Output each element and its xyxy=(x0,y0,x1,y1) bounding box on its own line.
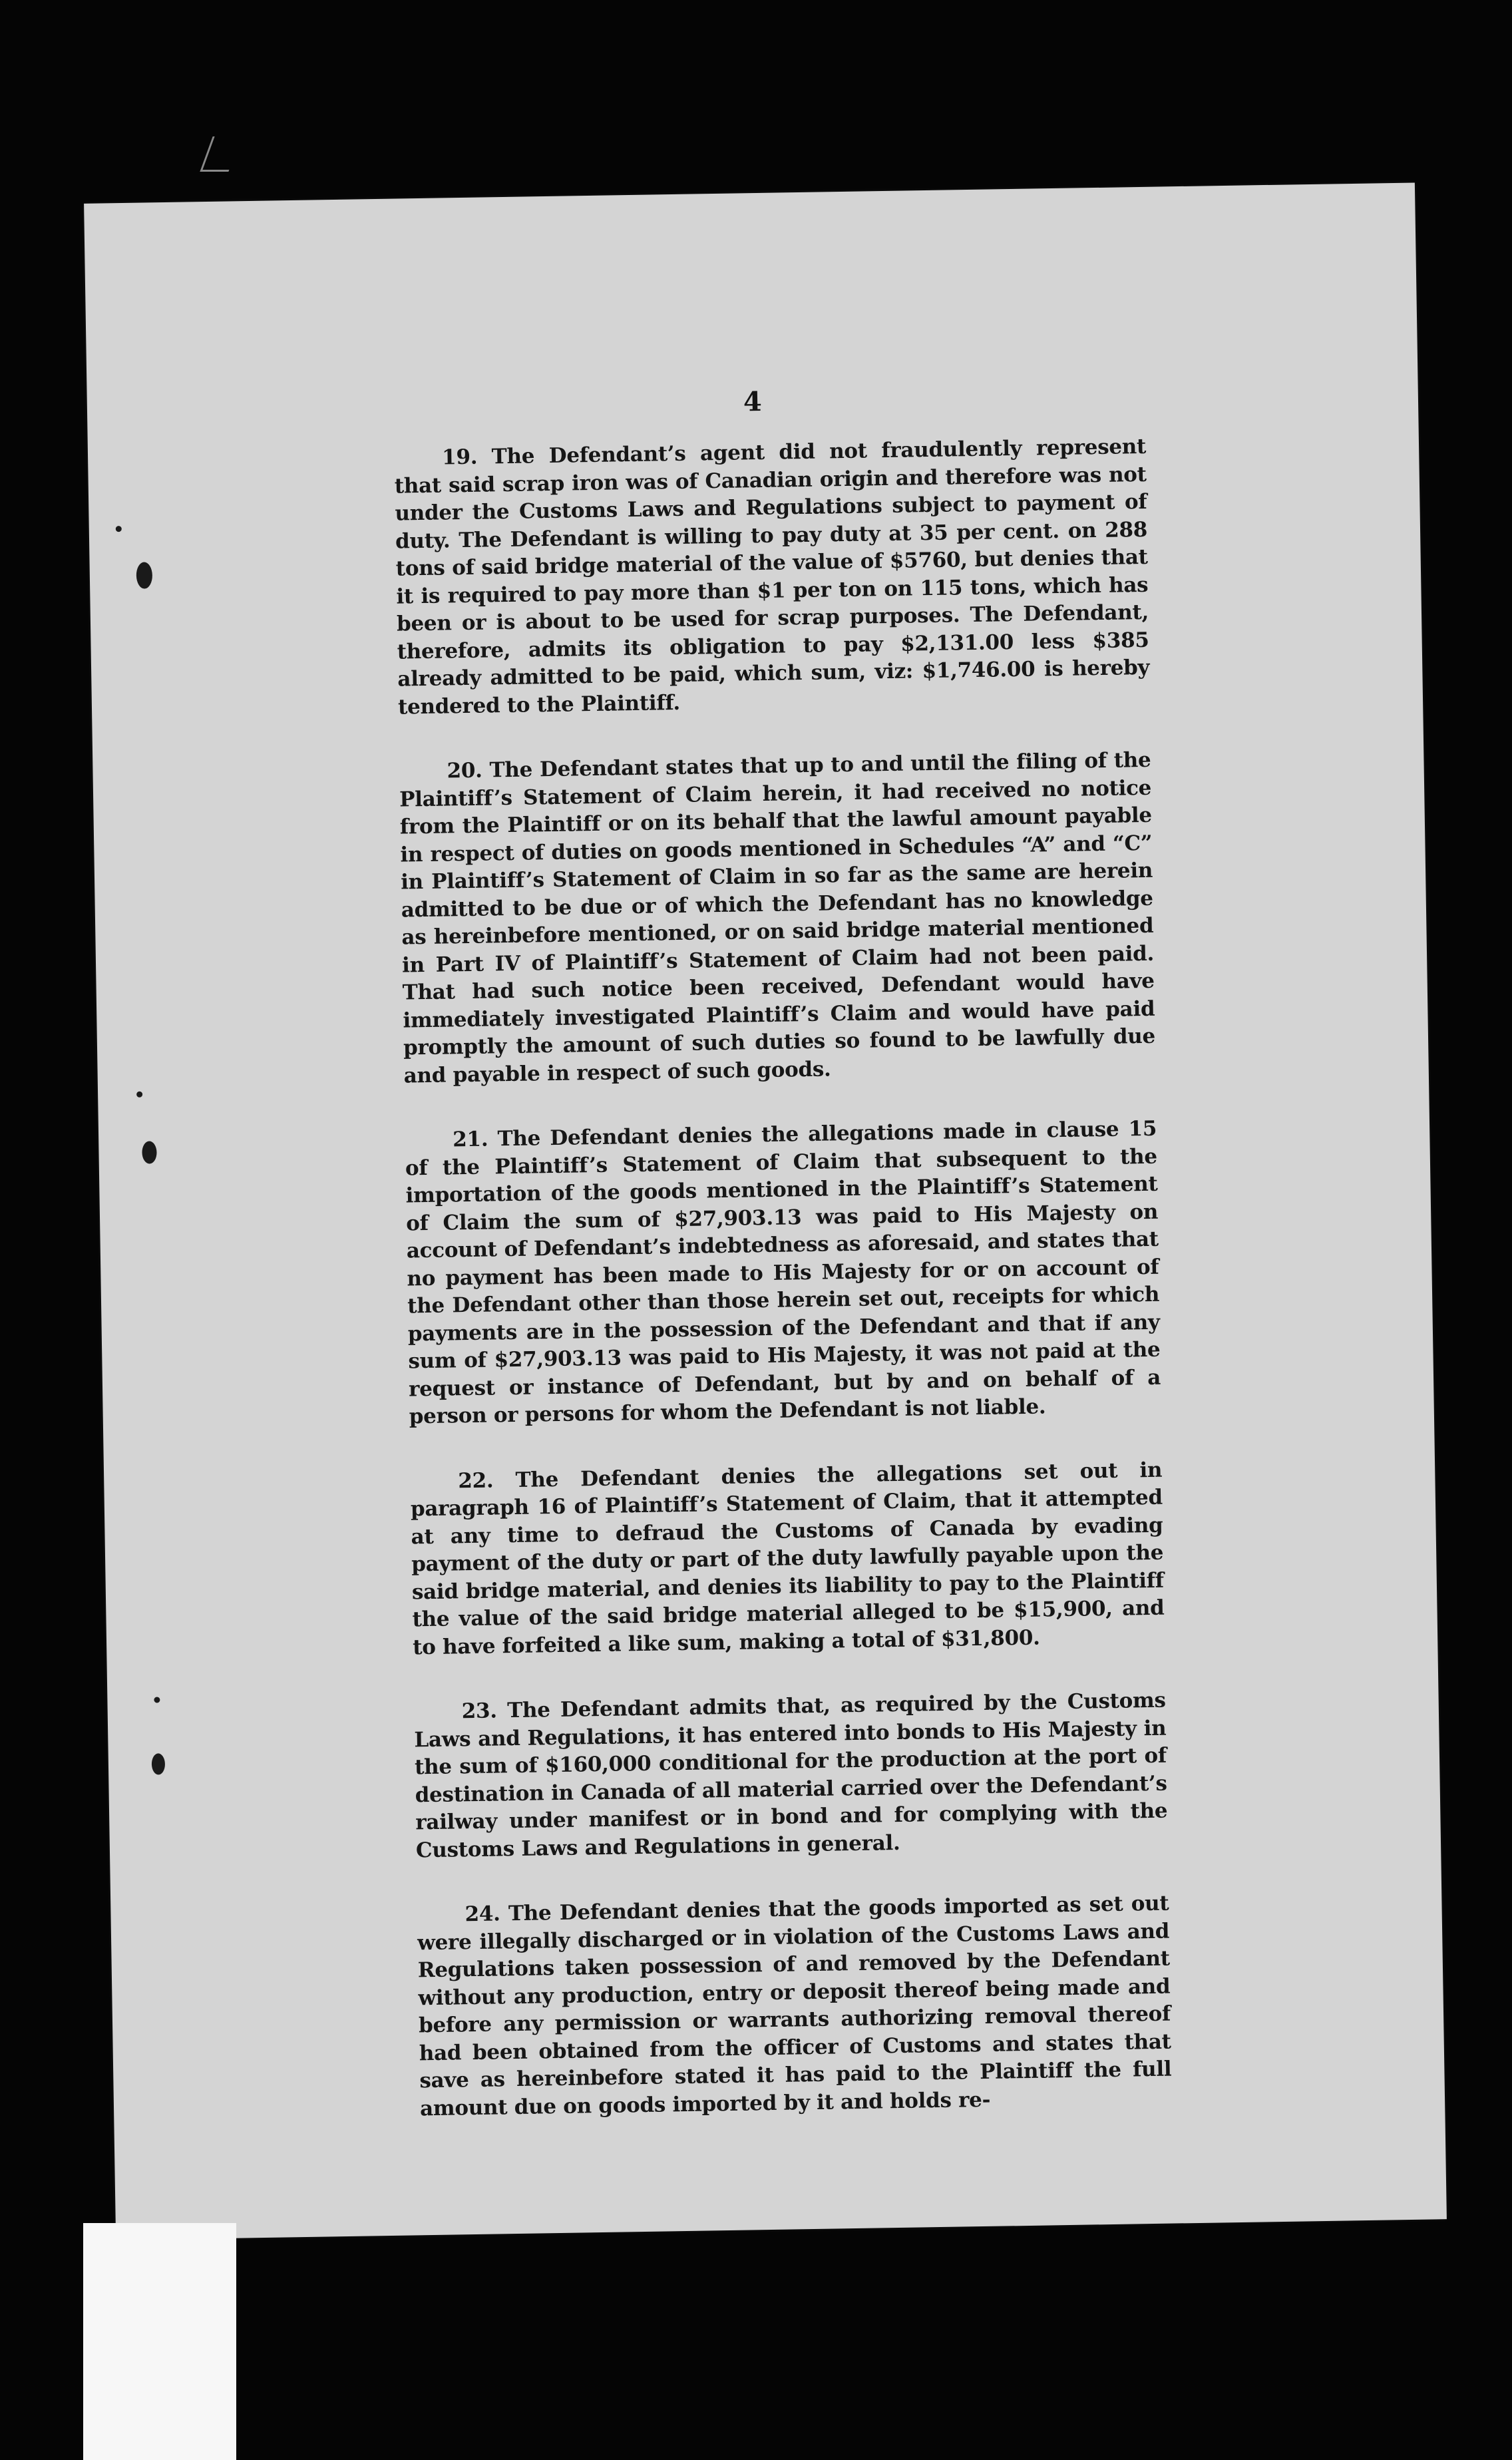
document-page xyxy=(84,182,1447,2240)
punch-mark-small-1 xyxy=(116,526,122,532)
paragraph-19: 19. The Defendant’s agent did not fraudulently represent that said scrap iron was of Canadian origin and therefore was not under the Customs Laws and Regulations subject to payment of duty. The Defendant is willing to pay duty at 35 per cent. on 288 tons of said bridge material of the value of $5760, but denies that it is required to pay more than $1 per ton on 115 tons, which has been or is about to be used for scrap purposes. The Defendant, therefore, admits its obligation to pay $2,131.00 less $385 already admitted to be paid, which sum, viz: $1,746.00 is hereby tendered to the Plaintiff. xyxy=(394,434,1150,719)
paragraph-24: 24. The Defendant denies that the goods imported as set out were illegally discharged or in violation of the Customs Laws and Regulations taken possession of and removed by the Defendant without any production, entry or deposit thereof being made and before any permission or warrants authorizing removal thereof had been obtained from the officer of Customs and states that save as hereinbefore stated it has paid to the Plaintiff the full amount due on goods imported by it and holds re- xyxy=(417,1891,1172,2121)
document-body xyxy=(394,433,1172,2123)
paragraph-23: 23. The Defendant admits that, as required by the Customs Laws and Regulations, it has entered into bonds to His Majesty in the sum of $160,000 conditional for the production at the port of destination in Canada of all material carried over the Defendant’s railway under manifest or in bond and for complying with the Customs Laws and Regulations in general. xyxy=(414,1688,1168,1862)
paragraph-22: 22. The Defendant denies the allegations set out in paragraph 16 of Plaintiff’s Statement of Claim, that it attempted at any time to defraud the Customs of Canada by evading payment of the duty or part of the duty lawfully payable upon the said bridge material, and denies its liability to pay to the Plaintiff the value of the said bridge material alleged to be $15,900, and to have forfeited a like sum, making a total of $31,800. xyxy=(410,1458,1165,1659)
punch-hole-2 xyxy=(142,1141,157,1163)
white-scan-tab xyxy=(83,2223,236,2460)
punch-hole-3 xyxy=(152,1753,166,1774)
punch-mark-small-3 xyxy=(154,1697,160,1703)
punch-hole-1 xyxy=(136,562,153,588)
paragraph-20: 20. The Defendant states that up to and until the filing of the Plaintiff’s Statement of Claim herein, it had received no notice from the Plaintiff or on its behalf that the lawful amount payable in respect of duties on goods mentioned in Schedules “A” and “C” in Plaintiff’s Statement of Claim in so far as the same are herein admitted to be due or of which the Defendant has no knowledge as hereinbefore mentioned, or on said bridge material mentioned in Part IV of Plaintiff’s Statement of Claim had not been paid. That had such notice been received, Defendant would have immediately investigated Plaintiff’s Claim and would have paid promptly the amount of such duties so found to be lawfully due and payable in respect of such goods. xyxy=(399,747,1156,1088)
scan-corner-mark xyxy=(200,136,241,172)
paragraph-21: 21. The Defendant denies the allegations made in clause 15 of the Plaintiff’s Statement of Claim that subsequent to the importation of the goods mentioned in the Plaintiff’s Statement of Claim the sum of $27,903.13 was paid to His Majesty on account of Defendant’s indebtedness as aforesaid, and states that no payment has been made to His Majesty for or on account of the Defendant other than those herein set out, receipts for which payments are in the possession of the Defendant and that if any sum of $27,903.13 was paid to His Majesty, it was not paid at the request or instance of Defendant, but by and on behalf of a person or persons for whom the Defendant is not liable. xyxy=(405,1116,1161,1429)
page-number: 4 xyxy=(743,385,763,418)
punch-mark-small-2 xyxy=(136,1092,142,1098)
